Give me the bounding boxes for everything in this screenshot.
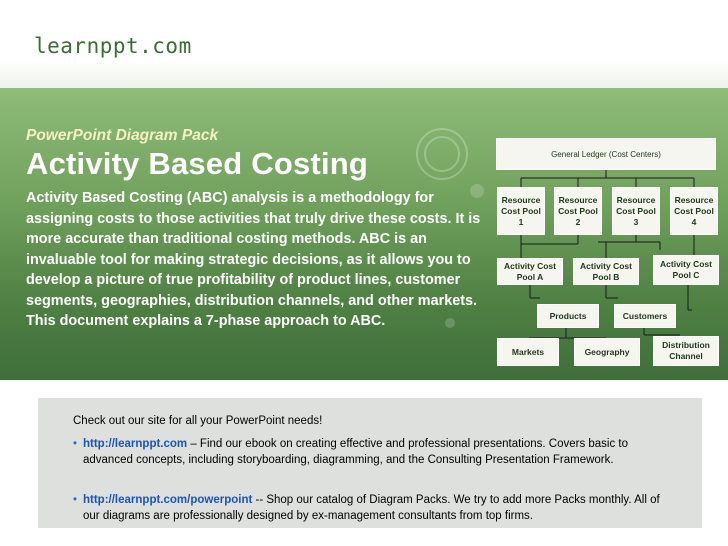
customers-box: Customers xyxy=(614,304,676,328)
promo-heading: Check out our site for all your PowerPoint needs! xyxy=(73,415,323,427)
brand-logo-text[interactable]: learnppt.com xyxy=(34,34,192,58)
diagram-packs-link[interactable]: http://learnppt.com/powerpoint xyxy=(83,494,253,506)
resource-pool-2: Resource Cost Pool 2 xyxy=(554,187,602,235)
ebook-link[interactable]: http://learnppt.com xyxy=(83,438,188,450)
resource-pool-1: Resource Cost Pool 1 xyxy=(497,187,545,235)
distribution-channel-box: Distribution Channel xyxy=(653,336,719,366)
activity-pool-c: Activity Cost Pool C xyxy=(653,255,719,285)
activity-pool-a: Activity Cost Pool A xyxy=(497,258,563,285)
geography-box: Geography xyxy=(574,338,640,366)
hero-subtitle: PowerPoint Diagram Pack xyxy=(26,127,219,144)
resource-pool-3: Resource Cost Pool 3 xyxy=(612,187,660,235)
bullet-2-text: -- Shop our catalog of Diagram Packs. We try to add more Packs monthly. All of our diagrams are professionally designed by ex-management consultants from top firms. xyxy=(83,494,660,522)
markets-box: Markets xyxy=(497,338,559,366)
promo-bullet-1 xyxy=(73,437,673,468)
bullet-dot-icon: • xyxy=(73,438,78,450)
activity-pool-b: Activity Cost Pool B xyxy=(573,258,639,285)
bullet-dot-icon: • xyxy=(73,494,78,506)
hero-title: Activity Based Costing xyxy=(26,146,369,181)
hero-description: Activity Based Costing (ABC) analysis is a methodology for assigning costs to those activities that truly drive these costs. It is more accurate than traditional costing methods. ABC is an invaluable tool for making strategic decisions, as it allows you to develop a picture of true profitability of product lines, customer segments, geographies, distribution channels, and other markets. This document explains a 7-phase approach to ABC. xyxy=(26,190,481,329)
ledger-box: General Ledger (Cost Centers) xyxy=(496,138,716,170)
bullet-1-text: – Find our ebook on creating effective and professional presentations. Covers basic to advanced concepts, including storyboarding, diagramming, and the Consulting Presentation Framework. xyxy=(83,438,629,466)
products-box: Products xyxy=(537,304,599,328)
promo-bullet-2 xyxy=(73,493,673,524)
resource-pool-4: Resource Cost Pool 4 xyxy=(670,187,718,235)
